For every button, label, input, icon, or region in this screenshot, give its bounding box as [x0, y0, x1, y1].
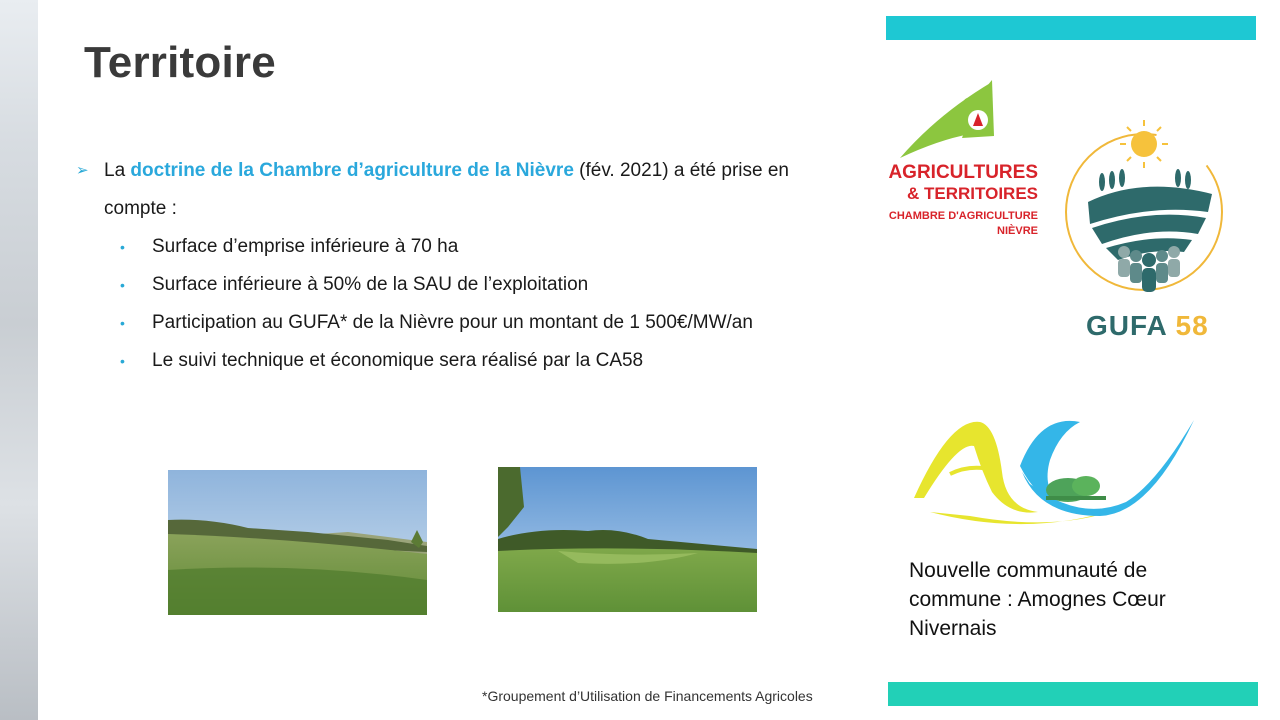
ca-line-1: AGRICULTURES — [888, 162, 1038, 183]
sub-bullet-item — [120, 306, 753, 344]
chambre-agriculture-logo — [888, 78, 1046, 240]
top-accent-bar — [886, 16, 1256, 40]
field-photo-1 — [168, 470, 427, 615]
sub-bullet-item — [120, 268, 753, 306]
sub-bullet-text: Participation au GUFA* de la Nièvre pour un montant de 1 500€/MW/an — [152, 312, 753, 333]
main-bullet — [76, 152, 846, 228]
footnote: *Groupement d’Utilisation de Financements Agricoles — [482, 688, 813, 704]
dot-bullet-icon: • — [120, 239, 125, 255]
sub-bullet-text: Le suivi technique et économique sera réalisé par la CA58 — [152, 350, 644, 371]
ca-line-2: & TERRITOIRES — [907, 184, 1038, 203]
acv-logo — [910, 412, 1196, 528]
sub-bullet-text: Surface d’emprise inférieure à 70 ha — [152, 236, 459, 257]
ca-line-3: CHAMBRE D'AGRICULTURE — [888, 210, 1038, 222]
bullet-suffix: (fév. 2021) a été prise en compte : — [104, 160, 789, 219]
bottom-accent-bar — [888, 682, 1258, 706]
sub-bullet-text: Surface inférieure à 50% de la SAU de l’exploitation — [152, 274, 589, 295]
sub-bullet-item — [120, 344, 753, 382]
gufa-wordmark — [1086, 310, 1209, 342]
bullet-prefix: La — [104, 160, 131, 181]
gufa-number: 58 — [1175, 310, 1209, 341]
dot-bullet-icon: • — [120, 315, 125, 331]
bullet-highlight: doctrine de la Chambre d’agriculture de la Nièvre — [130, 160, 574, 181]
ca-line-4: NIÈVRE — [997, 225, 1038, 237]
arrow-bullet-icon: ➢ — [76, 162, 89, 179]
sub-bullet-list — [120, 230, 753, 382]
slide-title: Territoire — [84, 38, 276, 87]
community-caption: Nouvelle communauté de commune : Amognes Cœur Nivernais — [909, 559, 1166, 640]
dot-bullet-icon: • — [120, 277, 125, 293]
gufa-name: GUFA — [1086, 310, 1167, 341]
field-photo-2 — [498, 467, 757, 612]
sub-bullet-item — [120, 230, 753, 268]
side-decoration-strip — [0, 0, 38, 720]
gufa-logo — [1062, 112, 1232, 344]
main-bullet-text — [104, 152, 846, 228]
dot-bullet-icon: • — [120, 353, 125, 369]
